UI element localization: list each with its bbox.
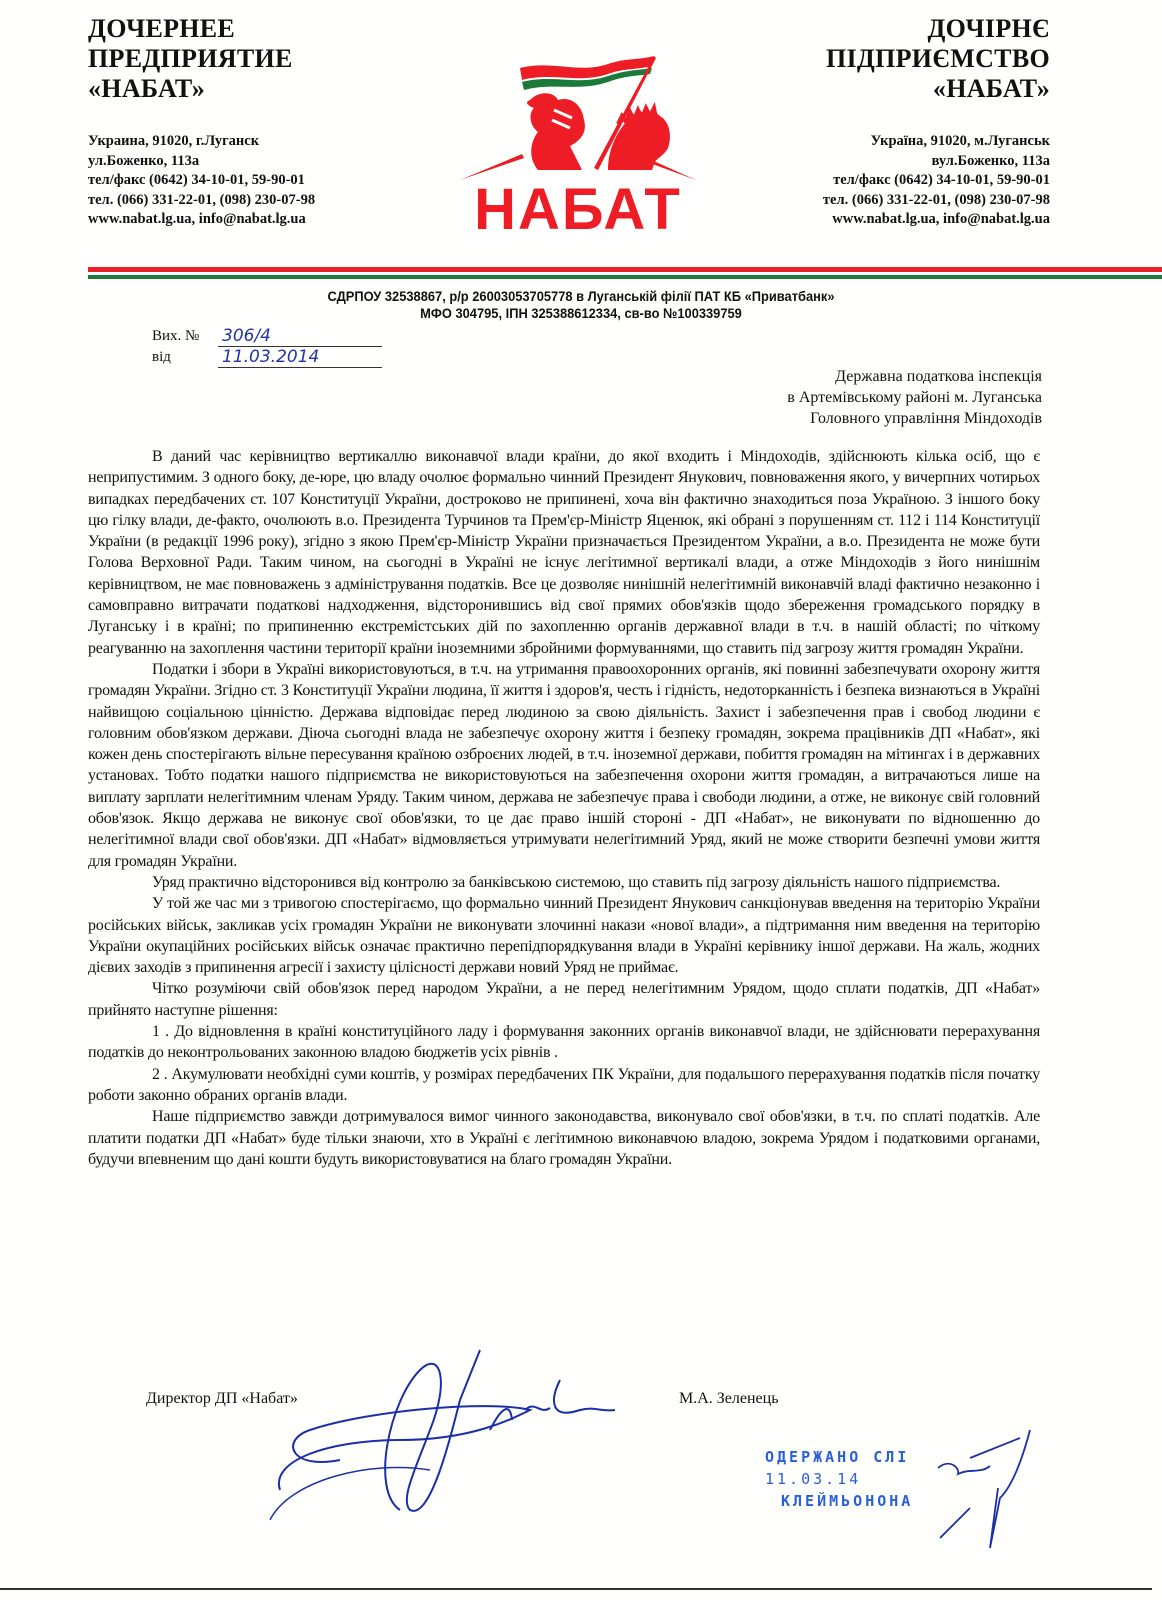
bank-details — [46, 288, 1115, 322]
phone-line: тел. (066) 331-22-01, (098) 230-07-98 — [822, 191, 1050, 208]
web-email-line: www.nabat.lg.ua, info@nabat.lg.ua — [88, 211, 306, 227]
outgoing-number-value: 306/4 — [218, 327, 382, 347]
nabat-logo — [458, 30, 698, 240]
decision-item-1: 1 . До відновлення в країні конституційного ладу і формування законних органів виконавчої влади, не здійснювати перерахування податків до неконтрольованих законною владою бюджетів усіх рівнів . — [88, 1023, 1040, 1062]
address-ua — [710, 132, 1050, 230]
org-name-line: ПІДПРИЄМСТВО — [825, 44, 1050, 73]
stamp-line: КЛЕЙМЬОНОНА — [781, 1492, 914, 1510]
letterhead-right — [710, 14, 1050, 230]
org-name-line: «НАБАТ» — [932, 74, 1050, 103]
address-ru — [88, 132, 408, 230]
phone-fax-line: тел/факс (0642) 34-10-01, 59-90-01 — [833, 172, 1050, 188]
body-paragraph: В даний час керівництво вертикаллю виконавчої влади країни, до якої входить і Міндоходів, здійснюють кілька осіб, що є неприпустимим. З одного боку, де-юре, цю владу очолює формально чинний Президент Янукович, повноваження якого, у вичерпних чотирьох випадках передбачених ст. 107 Конституції України, достроково не припинені, хоча він фактично знаходиться поза Україною. З іншого боку цю гілку влади, де-факто, очолюють в.о. Президента Турчинов та Прем'єр-Міністр Яценюк, які обрані з порушенням ст. 112 і 114 Конституції України (в редакції 1996 року), згідно з якою Прем'єр-Міністр України призначається Президентом України, а в.о. Президента не може бути Голова Верховної Ради. Таким чином, на сьогодні в Україні не існує легітимної вертикалі влади, а отже Міндоходів з його нинішнім керівництвом, не має повноважень з адміністрування податків. Все це дозволяє нинішній нелегітимній виконавчій владі фактично незаконно і самовправно витрачати податкові надходження, відсторонившись від свої прямих обов'язків щодо збереження громадського порядку в Луганську і в країні; по припиненню екстремістських дій по захопленню органів державної влади в т.ч. в нашій області; по чіткому реагуванню на захоплення частини території країни іноземними збройними формуваннями, що ставить під загрозу життя громадян України. — [88, 448, 1040, 657]
phone-line: тел. (066) 331-22-01, (098) 230-07-98 — [88, 191, 316, 208]
bank-details-line: МФО 304795, ІПН 325388612334, св-во №100339759 — [420, 305, 742, 321]
stamp-date: 11.03.14 — [765, 1470, 862, 1488]
receiver-signature-icon — [930, 1428, 1040, 1558]
stamp-line: ОДЕРЖАНО СЛІ — [765, 1448, 910, 1466]
address-line: ул.Боженко, 113а — [88, 152, 200, 169]
signatory-name: М.А. Зеленець — [679, 1390, 779, 1407]
bottom-edge-line — [0, 1588, 1152, 1590]
phone-fax-line: тел/факс (0642) 34-10-01, 59-90-01 — [88, 172, 305, 188]
org-name-line: «НАБАТ» — [88, 74, 206, 103]
addressee-block — [787, 366, 1042, 429]
bank-details-line: СДРПОУ 32538867, р/р 26003053705778 в Луганській філії ПАТ КБ «Приватбанк» — [327, 288, 835, 304]
knight-horse-flag-logo-icon — [458, 30, 698, 180]
signatory-title: Директор ДП «Набат» — [146, 1390, 298, 1407]
org-name-line: ПРЕДПРИЯТИЕ — [88, 44, 293, 73]
web-email-line: www.nabat.lg.ua, info@nabat.lg.ua — [832, 211, 1050, 227]
body-paragraph: Уряд практично відсторонився від контролю за банківською системою, що ставить під загрозу діяльність нашого підприємства. — [152, 873, 1001, 891]
org-name-line: ДОЧІРНЄ — [927, 14, 1050, 43]
body-paragraph: Чітко розуміючи свій обов'язок перед народом України, а не перед нелегітимним Урядом, щодо сплати податків, ДП «Набат» прийнято наступне рішення: — [88, 980, 1040, 1019]
logo-wordmark: НАБАТ — [474, 177, 682, 242]
addressee-line: в Артемівському районі м. Луганська — [787, 389, 1042, 406]
decision-item-2: 2 . Акумулювати необхідні суми коштів, у розмірах передбачених ПК України, для подальшого перерахування податків після початку роботи законно обраних органів влади. — [88, 1065, 1040, 1104]
addressee-line: Державна податкова інспекція — [835, 368, 1042, 385]
handwritten-signature-icon — [250, 1340, 650, 1530]
header-stripe-green — [88, 275, 1162, 279]
address-line: вул.Боженко, 113а — [931, 152, 1050, 169]
org-name-line: ДОЧЕРНЕЕ — [88, 14, 236, 43]
body-paragraph: Податки і збори в Україні використовуються, в т.ч. на утримання правоохоронних органів, які повинні забезпечувати охорону життя громадян України. Згідно ст. 3 Конституції України людина, її життя і здоров'я, честь і гідність, недоторканність і безпека визнаються в Україні найвищою соціальною цінністю. Держава відповідає перед людиною за свою діяльність. Захист і забезпечення прав і свобод людини є головним обов'язком держави. Діюча сьогодні влада не забезпечує охорону життя і безпеку громадян, зокрема працівників ДП «Набат», які кожен день спостерігають вільне пересування країною озброєних людей, в т.ч. іноземної держави, побиття громадян на мітингах і в державних установах. Тобто податки нашого підприємства не використовуються на забезпечення охорони життя громадян, а витрачаються лише на виплату зарплати нелегітимним членам Уряду. Таким чином, держава не забезпечує права і свободи людини, а отже, не виконує свій головний обов'язок. Якщо держава не виконує свої обов'язки, то це дає право іншій стороні - ДП «Набат», не виконувати по відношенню до нелегітимної влади свої обов'язки. ДП «Набат» відмовляється утримувати нелегітимний Уряд, який не може створити безпечні умови життя для громадян України. — [88, 660, 1040, 870]
outgoing-date-label: від — [152, 349, 171, 365]
address-line: Украина, 91020, г.Луганск — [88, 133, 260, 149]
org-name-ua — [710, 14, 1050, 104]
body-paragraph: Наше підприємство завжди дотримувалося вимог чинного законодавства, виконувало свої обов'язки, в т.ч. по сплаті податків. Але платити податки ДП «Набат» буде тільки знаючи, хто в Україні є легітимною виконавчою владою, зокрема Урядом і податковими органами, будучи впевненим що дані кошти будуть використовуватися на благо громадян України. — [88, 1108, 1040, 1168]
received-stamp — [765, 1446, 913, 1512]
header-stripe-red — [88, 267, 1162, 272]
org-name-ru — [88, 14, 408, 104]
outgoing-date-value: 11.03.2014 — [218, 348, 382, 368]
outgoing-reference — [152, 326, 382, 368]
address-line: Україна, 91020, м.Луганськ — [870, 133, 1050, 149]
body-paragraph: У той же час ми з тривогою спостерігаємо, що формально чинний Президент Янукович санкціонував введення на територію України російських військ, закликав усіх громадян України не виконувати злочинні накази «нової влади», а підтримання ним введення на територію України окупаційних російських військ означає практично перепідпорядкування влади в Україні керівнику іншої держави. На жаль, жодних дієвих заходів з припинення агресії і захисту цілісності держави новий Уряд не приймає. — [88, 895, 1040, 977]
letterhead-left — [88, 14, 408, 230]
letter-body — [88, 446, 1040, 1170]
addressee-line: Головного управління Міндоходів — [810, 410, 1042, 427]
outgoing-number-label: Вих. № — [152, 328, 200, 344]
